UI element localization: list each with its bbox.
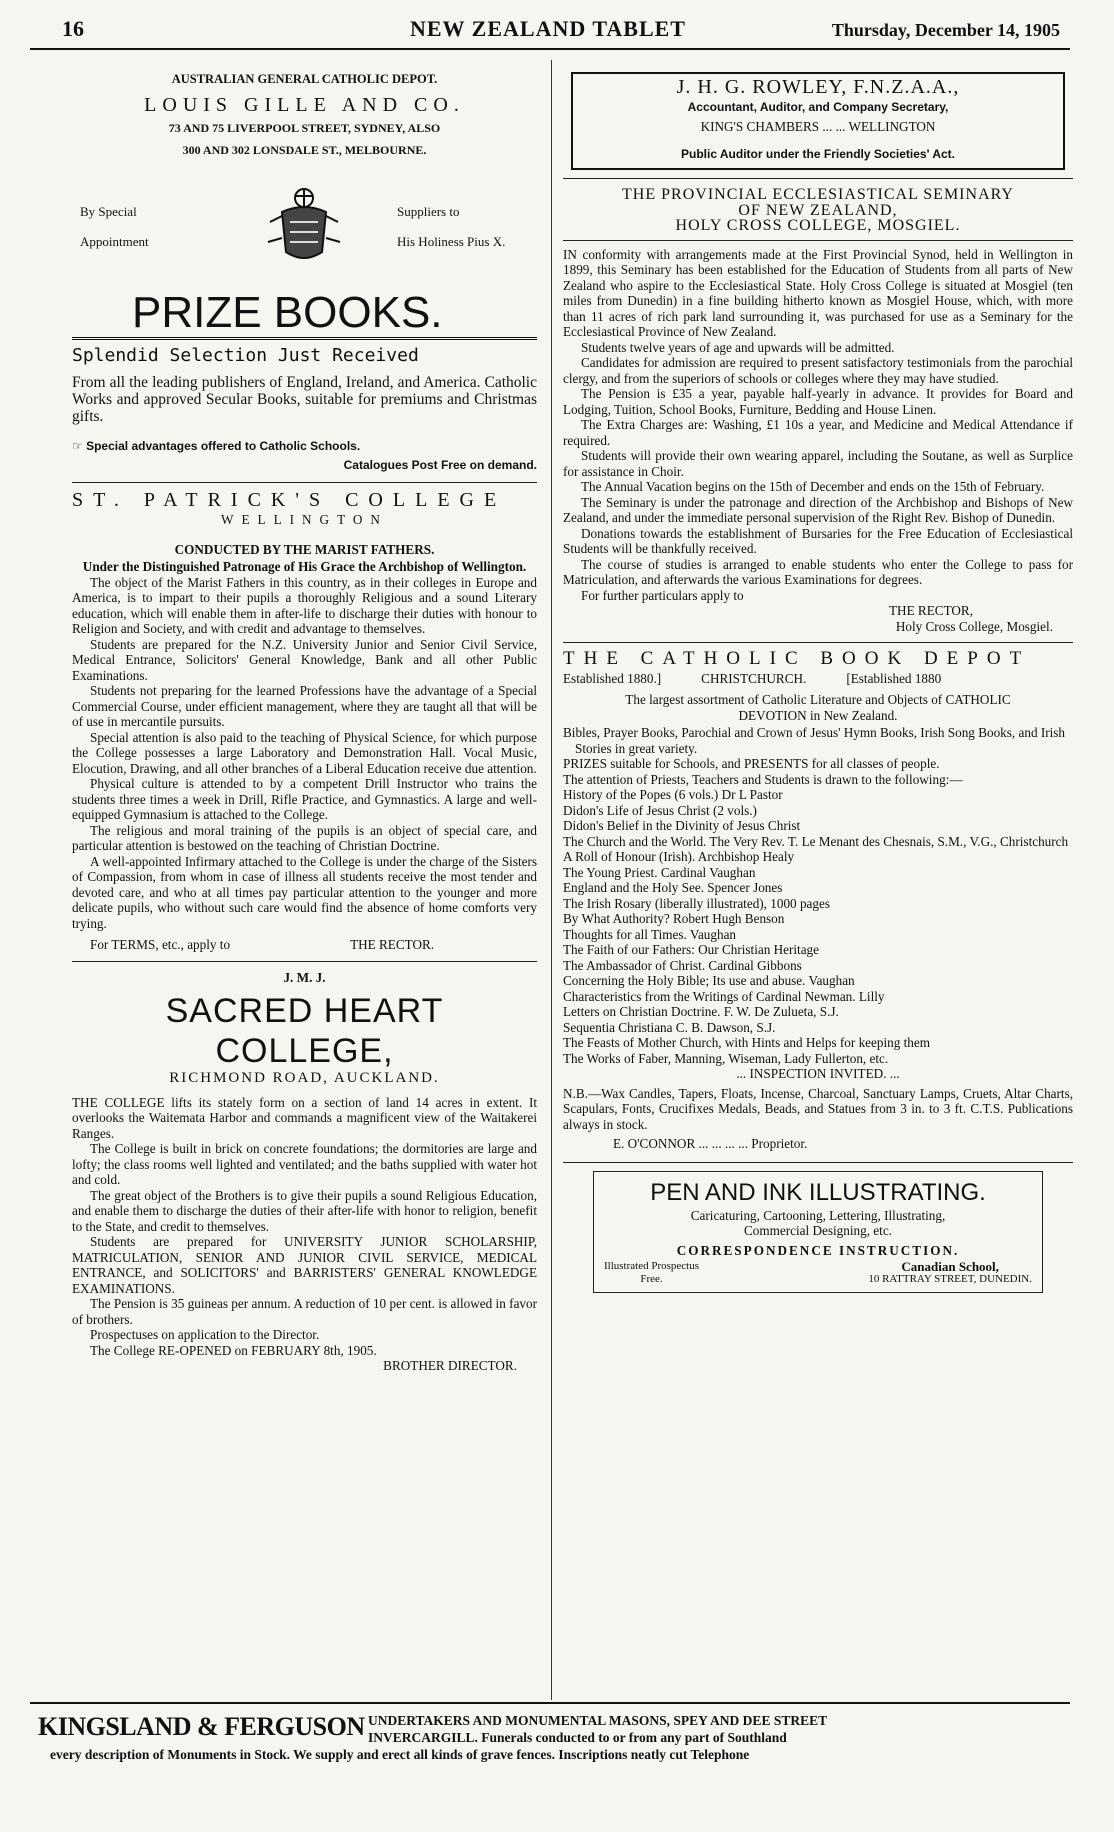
gille-advert (72, 72, 537, 474)
book-depot-line: Thoughts for all Times. Vaughan (563, 926, 737, 942)
section-rule (563, 240, 1073, 241)
seminary-para: Candidates for admission are required to present satisfactory testimonials from the parochial clergy, and from the superiors of schools or colleges where they may have studied. (563, 355, 1073, 386)
seminary-rector: THE RECTOR, (888, 603, 973, 618)
seminary-place: Holy Cross College, Mosgiel. (895, 618, 1053, 634)
brother-director: BROTHER DIRECTOR. (383, 1358, 517, 1373)
sacred-heart-para: The College is built in brick on concrete foundations; the dormitories are large and lofty; the class rooms well lighted and ventilated; and the baths supplied with water hot and cold. (72, 1141, 537, 1187)
issue-date: Thursday, December 14, 1905 (831, 20, 1060, 40)
school-address: 10 RATTRAY STREET, DUNEDIN. (868, 1273, 1032, 1285)
sacred-heart-advert (72, 970, 537, 1374)
page-header (30, 10, 1070, 46)
seminary-para: The Seminary is under the patronage and direction of the Archbishop and Bishops of New Zealand, and under the immediate personal supervision of the Right Rev. Bishop of Dunedin. (563, 494, 1073, 525)
seminary-para: IN conformity with arrangements made at the First Provincial Synod, held in Wellington in 1899, this Seminary has been established for the Education of Students from all parts of New Zealand who aspire to the Ecclesiastical State. Holy Cross College is situated at Mosgiel (ten miles from Dunedin) in a fine building hitherto known as Mosgiel House, which, with more than 11 acres of rich park land surrounding it, was purchased for use as a Seminary for the Ecclesiastical Province of New Zealand. (563, 246, 1073, 339)
st-patricks-para: Students are prepared for the N.Z. University Junior and Senior Civil Service, Medical Entrance, Solicitors' General Knowledge, Bank and all other Public Examinations. (72, 636, 537, 683)
seminary-para: The Pension is £35 a year, payable half-yearly in advance. It provides for Board and Lodging, Tuition, School Books, Furniture, Bedding and House Linen. (563, 386, 1073, 417)
footer-line-1: UNDERTAKERS AND MONUMENTAL MASONS, SPEY AND DEE STREET (368, 1713, 828, 1728)
rowley-name: J. H. G. ROWLEY, F.N.Z.A.A., (676, 76, 960, 98)
st-patricks-para: Special attention is also paid to the teaching of Physical Science, for which purpose the College possesses a large Laboratory and Demonstration Hall. Vocal Music, Elocution, Drawing, and all other branches of a Liberal Education receive due attention. (72, 729, 537, 776)
schools-offer: Special advantages offered to Catholic Schools. (86, 438, 361, 453)
pen-ink-advert (593, 1171, 1043, 1294)
st-patricks-para: Students not preparing for the learned Professions have the advantage of a Special Commercial Course, under efficient management, where they are taught all that will be of use in mercantile pursuits. (72, 683, 537, 729)
sacred-heart-para: The Pension is 35 guineas per annum. A reduction of 10 per cent. is allowed in favor of brothers. (72, 1296, 537, 1327)
book-depot-advert (563, 648, 1073, 1152)
book-depot-line: Didon's Belief in the Divinity of Jesus Christ (563, 818, 801, 833)
book-depot-line: Concerning the Holy Bible; Its use and abuse. Vaughan (563, 973, 855, 988)
seminary-para: Donations towards the establishment of Bursaries for the Free Education of Ecclesiastical Students will be thankfully received. (563, 525, 1073, 556)
seminary-para: The Extra Charges are: Washing, £1 10s a year, and Medicine and Medical Attendance if required. (563, 417, 1073, 448)
seminary-advert (563, 187, 1073, 634)
seminary-title-1: THE PROVINCIAL ECCLESIASTICAL SEMINARY (622, 186, 1014, 203)
book-depot-line: Letters on Christian Doctrine. F. W. De Zulueta, S.J. (563, 1004, 839, 1019)
st-patricks-para: Physical culture is attended to by a competent Drill Instructor who trains the students three times a week in Drill, Rifle Practice, and Gymnastics. A large and well-equipped Gymnasium is attached to the College. (72, 776, 537, 822)
sacred-heart-para: THE COLLEGE lifts its stately form on a section of land 14 acres in extent. It overlooks the Waitemata Harbor and commands a magnificent view of the Waitakerei Ranges. (72, 1094, 537, 1141)
prize-books-body: From all the leading publishers of England, Ireland, and America. Catholic Works and approved Secular Books, suitable for premiums and Christmas gifts. (72, 373, 537, 425)
seminary-para: Students twelve years of age and upwards will be admitted. (581, 339, 895, 355)
jmj-line: J. M. J. (283, 969, 326, 985)
book-depot-city: CHRISTCHURCH. (701, 670, 807, 686)
footer-line-2: INVERCARGILL. Funerals conducted to or from any part of Southland (368, 1730, 787, 1745)
st-patricks-title: ST. PATRICK'S COLLEGE (72, 488, 507, 511)
paper-title: NEW ZEALAND TABLET (410, 16, 686, 41)
seminary-para: The Annual Vacation begins on the 15th of December and ends on the 15th of February. (581, 479, 1045, 494)
book-depot-proprietor: E. O'CONNOR ... ... ... ... Proprietor. (613, 1136, 808, 1151)
right-column (563, 72, 1073, 1293)
pen-ink-line-1: Caricaturing, Cartooning, Lettering, Illustrating, (690, 1207, 946, 1223)
kingsland-ferguson-name: KINGSLAND & FERGUSON (38, 1712, 365, 1741)
st-patricks-advert (72, 488, 537, 953)
rowley-auditor: Public Auditor under the Friendly Societies' Act. (680, 146, 955, 161)
book-depot-line: The Irish Rosary (liberally illustrated), 1000 pages (563, 895, 830, 911)
rowley-role: Accountant, Auditor, and Company Secretary, (687, 99, 949, 114)
appointment-line-2: Appointment (80, 233, 149, 249)
inspection-invited: ... INSPECTION INVITED. ... (736, 1066, 900, 1081)
conducted-by: CONDUCTED BY THE MARIST FATHERS. (174, 541, 435, 557)
section-rule (72, 961, 537, 962)
book-depot-intro: The largest assortment of Catholic Literature and Objects of CATHOLIC DEVOTION in New Zealand. (625, 692, 1011, 723)
canadian-school: Canadian School, (901, 1259, 999, 1274)
depot-address-1: 73 AND 75 LIVERPOOL STREET, SYDNEY, ALSO (168, 121, 441, 135)
sacred-heart-para: The great object of the Brothers is to give their pupils a sound Religious Education, and enable them to discharge the duties of their after-life with honor to religion, benefit to the State, and credit to themselves. (72, 1187, 537, 1234)
pen-ink-title: PEN AND INK ILLUSTRATING. (650, 1178, 986, 1206)
book-depot-line: Didon's Life of Jesus Christ (2 vols.) (563, 802, 757, 818)
rowley-chambers: KING'S CHAMBERS ... ... WELLINGTON (700, 119, 936, 134)
papal-arms-emblem (262, 182, 346, 266)
sacred-heart-para: Students are prepared for UNIVERSITY JUNIOR SCHOLARSHIP, MATRICULATION, SENIOR AND JUNIOR CIVIL SERVICE, MEDICAL ENTRANCE, and SOLICITORS' and BARRISTERS' GENERAL KNOWLEDGE EXAMINATIONS. (72, 1234, 537, 1296)
suppliers-line-1: Suppliers to (397, 204, 460, 219)
patronage: Under the Distinguished Patronage of His Grace the Archbishop of Wellington. (82, 559, 527, 574)
book-depot-line: History of the Popes (6 vols.) Dr L Pastor (563, 787, 783, 802)
header-rule (30, 48, 1070, 50)
book-depot-line: The Ambassador of Christ. Cardinal Gibbons (563, 957, 802, 973)
book-depot-line: The Works of Faber, Manning, Wiseman, Lady Fullerton, etc. (563, 1050, 889, 1066)
section-rule (563, 642, 1073, 643)
established-right: [Established 1880 (846, 670, 942, 686)
page-number: 16 (62, 16, 84, 41)
seminary-para: The course of studies is arranged to enable students who enter the College to pass for Matriculation, and afterwards the various Examinations for degrees. (563, 556, 1073, 587)
seminary-title-3: HOLY CROSS COLLEGE, MOSGIEL. (675, 217, 961, 234)
st-patricks-para: The object of the Marist Fathers in this country, as in their colleges in Europe and America, is to impart to their pupils a thoroughly Religious and a sound Literary education, which will enable them in after-life to discharge their duties with honour to Religion and Society, and with credit and advantage to themselves. (72, 574, 537, 636)
seminary-title-2: OF NEW ZEALAND, (738, 201, 898, 219)
sacred-heart-address: RICHMOND ROAD, AUCKLAND. (169, 1070, 440, 1086)
section-rule (563, 178, 1073, 179)
kingsland-ferguson-advert (30, 1702, 1070, 1763)
book-depot-line: PRIZES suitable for Schools, and PRESENTS for all classes of people. (563, 756, 940, 771)
left-column (72, 72, 537, 1374)
book-depot-line: Bibles, Prayer Books, Parochial and Crown of Jesus' Hymn Books, Irish Song Books, and Irish Stories in great variety. (563, 725, 1066, 756)
prospectus-free: Free. (640, 1273, 663, 1285)
rowley-advert (571, 72, 1065, 170)
established-left: Established 1880.] (563, 670, 662, 686)
book-depot-line: Sequentia Christiana C. B. Dawson, S.J. (563, 1019, 776, 1035)
appointment-line-1: By Special (80, 204, 137, 219)
book-depot-line: By What Authority? Robert Hugh Benson (563, 911, 785, 926)
section-rule (72, 482, 537, 483)
book-depot-line: The Feasts of Mother Church, with Hints and Helps for keeping them (563, 1035, 930, 1050)
book-depot-line: A Roll of Honour (Irish). Archbishop Healy (563, 849, 795, 864)
book-depot-line: Characteristics from the Writings of Cardinal Newman. Lilly (563, 988, 885, 1004)
prospectus-line: Illustrated Prospectus (604, 1260, 700, 1272)
book-depot-title: THE CATHOLIC BOOK DEPOT (563, 648, 1031, 669)
nb-note: N.B.—Wax Candles, Tapers, Floats, Incense, Charcoal, Sanctuary Lamps, Cruets, Altar Charts, Scapulars, Fonts, Crucifixes Medals, Beads, and Statues from 3 in. to 3 ft. C.T.S. Publications always in stock. (563, 1085, 1073, 1132)
st-patricks-rector: THE RECTOR. (350, 937, 435, 952)
depot-address-2: 300 AND 302 LONSDALE ST., MELBOURNE. (182, 142, 427, 157)
sacred-heart-para: Prospectuses on application to the Director. (90, 1327, 320, 1342)
st-patricks-para: A well-appointed Infirmary attached to the College is under the charge of the Sisters of Compassion, from whom in case of illness all students receive the most tender and devoted care, and who at all times pay particular attention to the younger and more delicate pupils, who without such care would find the absence of home comforts very trying. (72, 853, 537, 931)
book-depot-line: The Young Priest. Cardinal Vaughan (563, 864, 756, 880)
book-depot-line: England and the Holy See. Spencer Jones (563, 880, 783, 895)
prize-books-heading: PRIZE BOOKS. (72, 289, 537, 340)
depot-title: AUSTRALIAN GENERAL CATHOLIC DEPOT. (171, 72, 438, 86)
terms-line: For TERMS, etc., apply to (90, 937, 231, 952)
book-depot-line: The Faith of our Fathers: Our Christian Heritage (563, 942, 819, 957)
depot-firm: LOUIS GILLE AND CO. (144, 93, 465, 116)
footer-line-3: every description of Monuments in Stock. We supply and erect all kinds of grave fences. Inscriptions neatly cut Telephone (50, 1747, 750, 1762)
st-patricks-city: WELLINGTON (221, 512, 388, 527)
splendid-selection: Splendid Selection Just Received (72, 345, 419, 366)
book-depot-line: The attention of Priests, Teachers and Students is drawn to the following:— (563, 771, 963, 787)
seminary-para: Students will provide their own wearing apparel, including the Soutane, as well as Surplice for assistance in Choir. (563, 448, 1073, 479)
correspondence-instruction: CORRESPONDENCE INSTRUCTION. (676, 1242, 960, 1258)
catalogues-line: Catalogues Post Free on demand. (343, 458, 537, 472)
suppliers-line-2: His Holiness Pius X. (397, 233, 506, 249)
seminary-para: For further particulars apply to (581, 587, 744, 603)
column-divider (551, 60, 552, 1700)
sacred-heart-para: The College RE-OPENED on FEBRUARY 8th, 1905. (90, 1342, 377, 1358)
pointing-hand-icon: ☞ (72, 438, 87, 453)
pen-ink-line-2: Commercial Designing, etc. (744, 1223, 892, 1238)
book-depot-line: The Church and the World. The Very Rev. T. Le Menant des Chesnais, S.M., V.G., Christchurch (563, 833, 1069, 849)
st-patricks-para: The religious and moral training of the pupils is an object of special care, and particular attention is bestowed on the teaching of Christian Doctrine. (72, 822, 537, 853)
section-rule (563, 1162, 1073, 1163)
sacred-heart-title: SACRED HEART COLLEGE, (165, 992, 444, 1070)
